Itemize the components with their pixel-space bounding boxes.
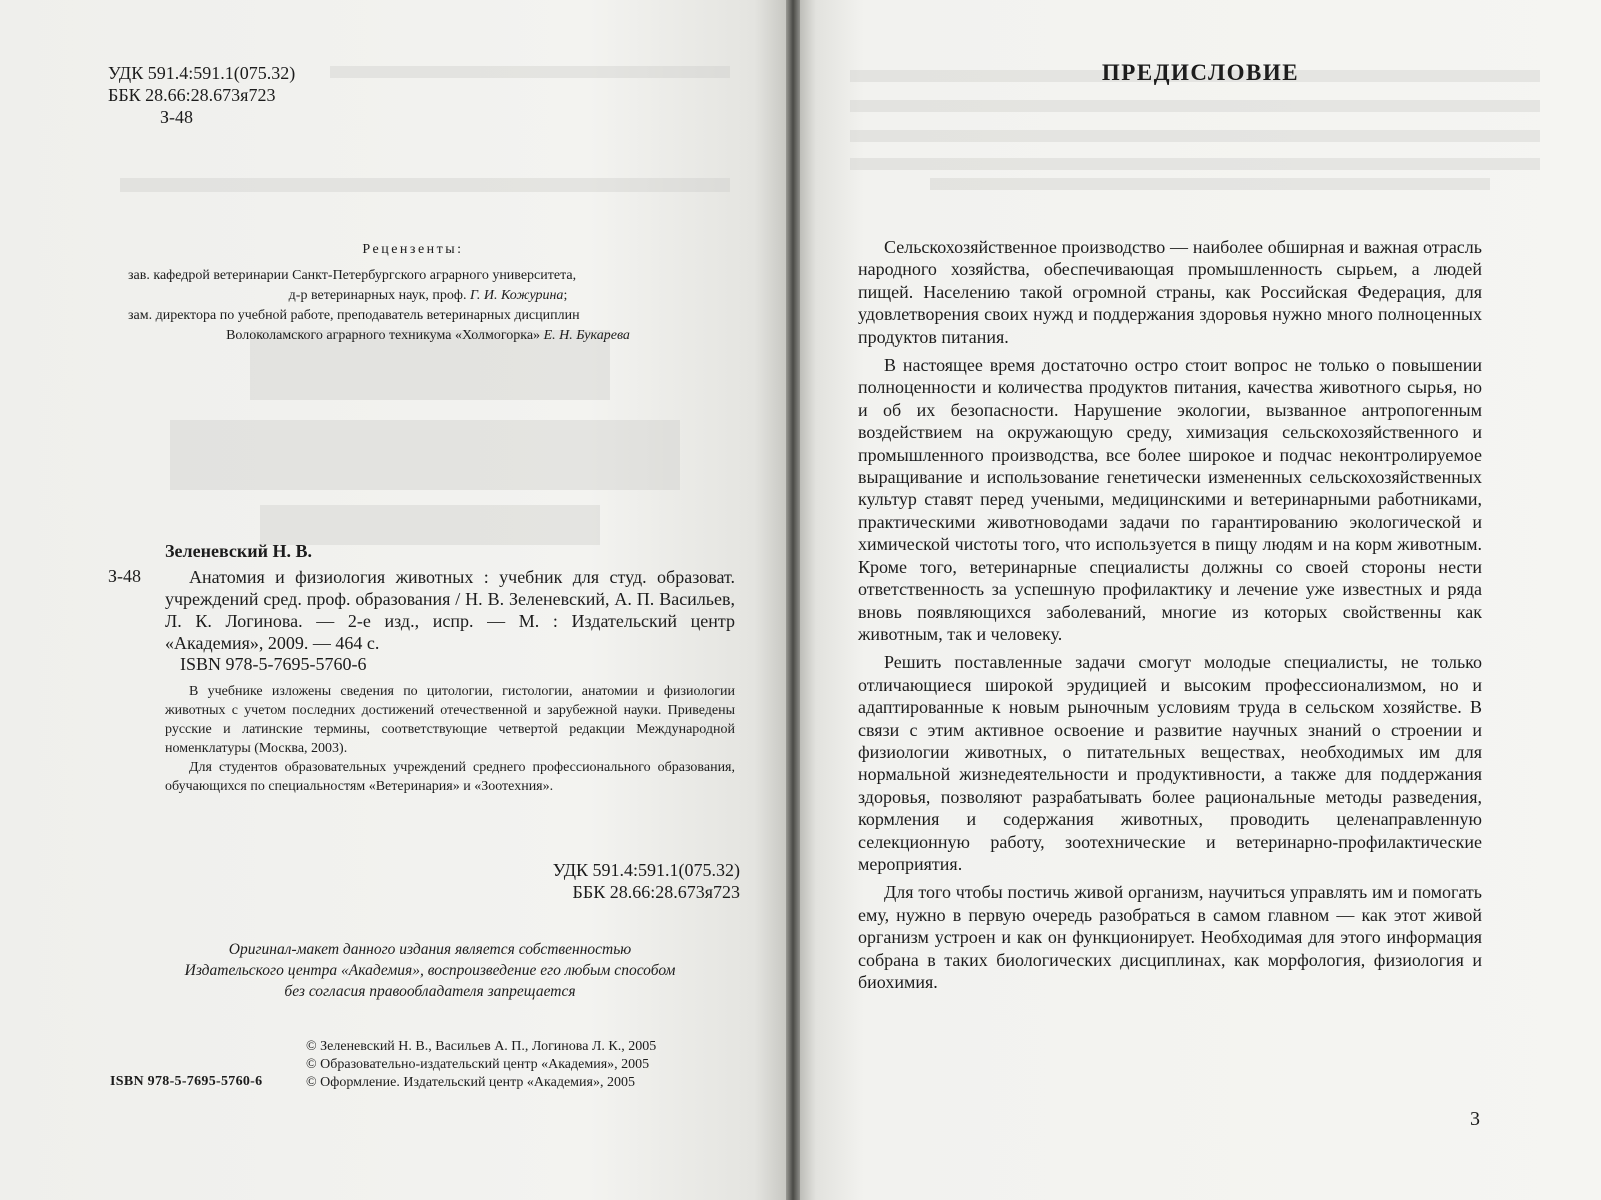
preface-paragraph: Сельскохозяйственное производство — наиболее обширная и важная отрасль народного хозяйства, обеспечивающая промышленность сырьем, а людей пищей. Населению такой огромной страны, как Российская Федерация, для удовлетворения своих нужд и поддержания здоровья нужно много полноценных продуктов питания. (858, 237, 1482, 347)
udk-bbk-footer (460, 859, 740, 903)
preface-paragraph: Для того чтобы постичь живой организм, научиться управлять им и помогать ему, нужно в первую очередь разобраться в самом главном — как этот живой организм устроен и как он функционирует. Необходимая для этого информация собрана в таких биологических дисциплинах, как морфология, физиология и биохимия. (858, 882, 1482, 992)
bibliographic-description: Анатомия и физиология животных : учебник для студ. образоват. учреждений сред. проф. образования / Н. В. Зеленевский, А. П. Васильев, Л. К. Логинова. — 2-е изд., испр. — М. : Издательский центр «Академия», 2009. — 464 с. (165, 567, 735, 653)
preface-paragraph: Решить поставленные задачи смогут молодые специалисты, не только отличающиеся широкой эрудицией и высоким профессионализмом, но и адаптированные к новым рыночным условиям труда в сельском хозяйстве. В связи с этим активное освоение и развитие научных знаний о строении и физиологии животных, о питательных веществах, необходимых им для нормальной жизнедеятельности и продуктивности, а также для поддержания здоровья, позволяют разрабатывать более рациональные методы разведения, кормления и содержания животных, проводить целенаправленную селекционную работу, зоотехнические и ветеринарно-профилактические мероприятия. (858, 652, 1482, 874)
annotation (165, 682, 735, 796)
reviewer-1-position: зав. кафедрой ветеринарии Санкт-Петербургского аграрного университета, (128, 268, 577, 283)
copyright-notice: Оригинал-макет данного издания является собственностью Издательского центра «Академия», воспроизведение его любым способом без согласия правообладателя запрещается (184, 941, 676, 1000)
reviewer-1-name: Г. И. Кожурина (470, 288, 564, 303)
reviewer-2-name: Е. Н. Букарева (543, 328, 630, 343)
copyright-authors: © Зеленевский Н. В., Васильев А. П., Логинова Л. К., 2005 (306, 1039, 657, 1054)
author-code: З-48 (160, 107, 194, 127)
page-number: 3 (1470, 1108, 1480, 1130)
udk-bbk-header (108, 62, 295, 128)
reviewers-list (128, 266, 728, 346)
reviewers-heading: Рецензенты: (362, 242, 464, 257)
preface-title: ПРЕДИСЛОВИЕ (1101, 60, 1300, 85)
annotation-paragraph: Для студентов образовательных учреждений среднего профессионального образования, обучающихся по специальностям «Ветеринария» и «Зоотехния». (165, 760, 735, 794)
reviewer-1-degree: д-р ветеринарных наук, проф. Г. И. Кожурина; (288, 288, 568, 303)
isbn-bottom: ISBN 978-5-7695-5760-6 (110, 1074, 263, 1089)
udk-code-bottom: УДК 591.4:591.1(075.32) (552, 860, 740, 880)
copyright-lines (306, 1038, 656, 1092)
catalog-code: З-48 (108, 566, 142, 586)
udk-code: УДК 591.4:591.1(075.32) (108, 63, 296, 83)
author-name: Зеленевский Н. В. (165, 541, 312, 561)
copyright-design: © Оформление. Издательский центр «Академия», 2005 (306, 1075, 635, 1090)
bbk-code: ББК 28.66:28.673я723 (108, 85, 276, 105)
annotation-paragraph: В учебнике изложены сведения по цитологии, гистологии, анатомии и физиологии животных с учетом последних достижений отечественной и зарубежной науки. Приведены русские и латинские термины, соответствующие четвертой редакции Международной номенклатуры (Москва, 2003). (165, 684, 735, 756)
reviewer-2-institution: Волоколамского аграрного техникума «Холмогорка» Е. Н. Букарева (226, 328, 630, 343)
preface-body (858, 236, 1482, 999)
preface-paragraph: В настоящее время достаточно остро стоит вопрос не только о повышении полноценности и количества продуктов питания, качества животного сырья, но и об их безопасности. Нарушение экологии, вызванное антропогенным воздействием на окружающую среду, химизация сельскохозяйственного и промышленного производства, все более широкое и подчас неконтролируемое выращивание и использование генетически измененных сельскохозяйственных культур ставят перед учеными, медицинскими и ветеринарными работниками, практическими животноводами задачи по гарантированию экологической и химической чистоты того, что используется в пищу людям и на корм животным. Кроме того, ветеринарные специалисты должны со своей стороны нести ответственность за успешную профилактику и лечение уже известных и ряда вновь появляющихся заболеваний, многие из которых свойственны как животным, так и человеку. (858, 355, 1482, 644)
bbk-code-bottom: ББК 28.66:28.673я723 (572, 882, 740, 902)
reviewer-2-position: зам. директора по учебной работе, преподаватель ветеринарных дисциплин (128, 308, 580, 323)
left-page (0, 0, 786, 1200)
isbn-line: ISBN 978-5-7695-5760-6 (180, 654, 367, 674)
book-gutter (786, 0, 800, 1200)
copyright-publisher: © Образовательно-издательский центр «Академия», 2005 (306, 1057, 650, 1072)
